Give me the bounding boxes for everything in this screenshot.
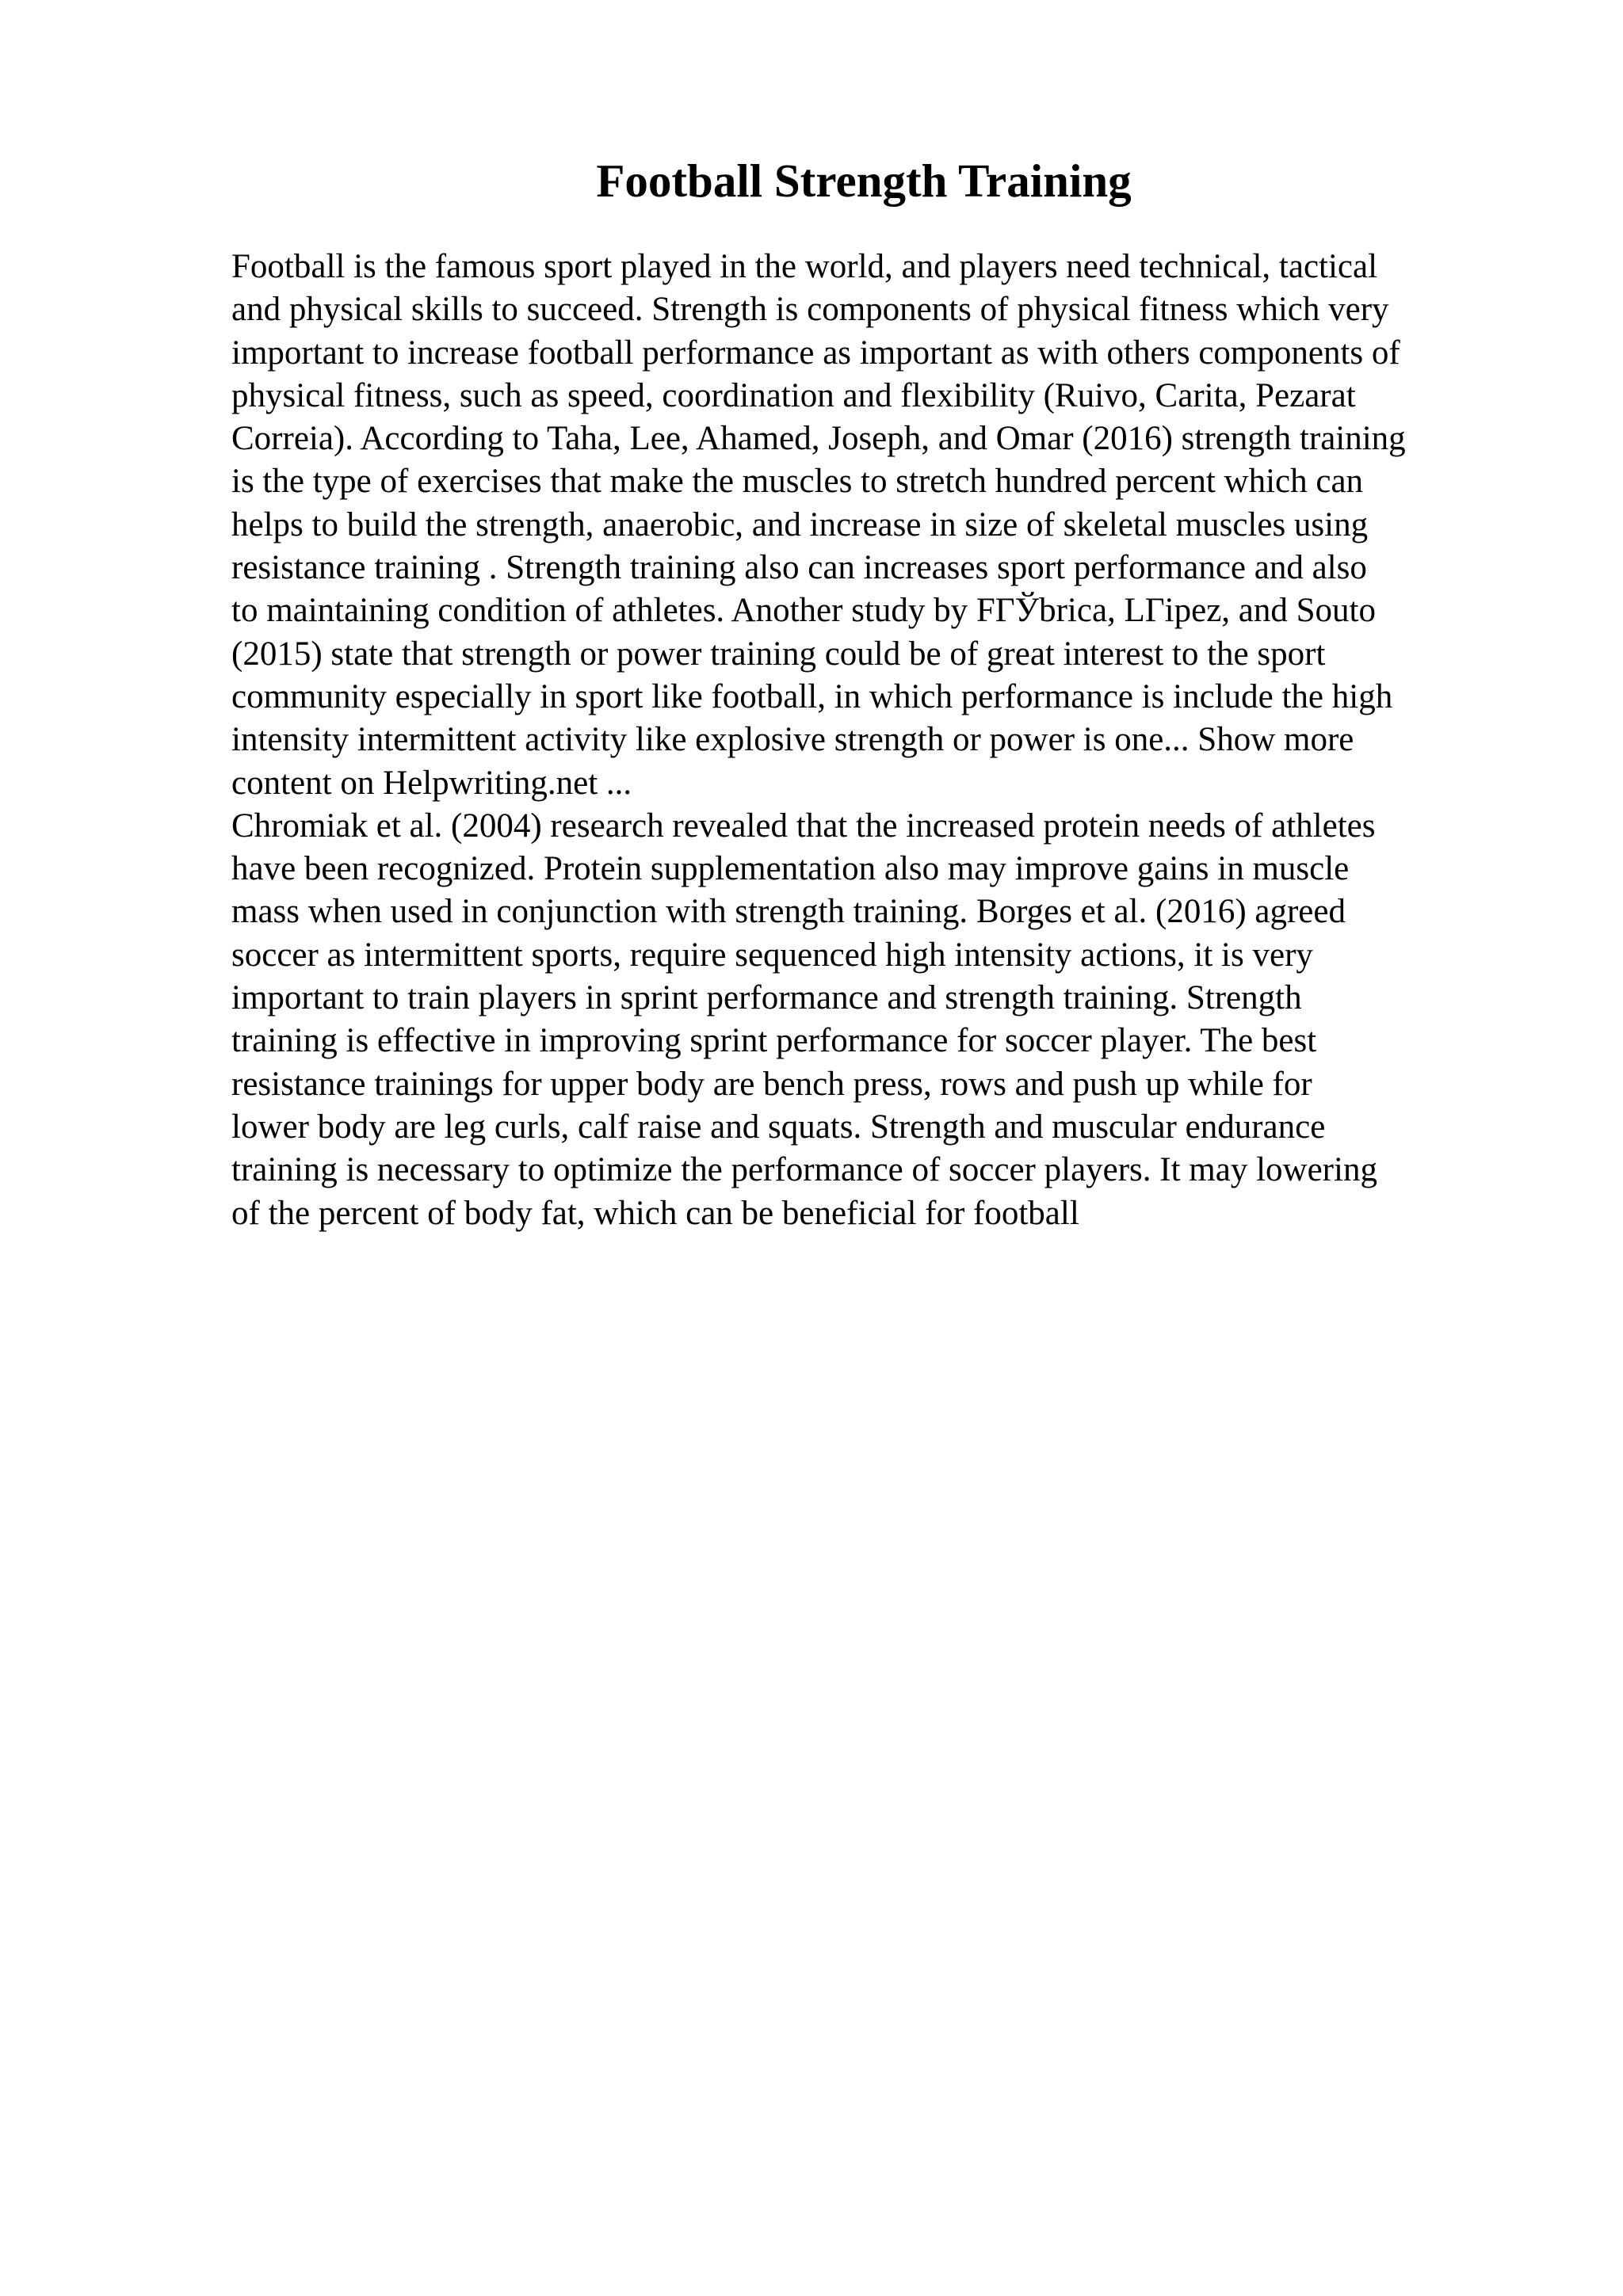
paragraph-1: [231, 246, 1531, 805]
paragraph-line: physical fitness, such as speed, coordination and flexibility (Ruivo, Carita, Pezarat: [231, 376, 1356, 414]
document-title: Football Strength Training: [596, 154, 1132, 207]
paragraph-line: soccer as intermittent sports, require sequenced high intensity actions, it is very: [231, 936, 1313, 974]
paragraph-line: resistance trainings for upper body are bench press, rows and push up while for: [231, 1065, 1312, 1103]
paragraph-line: Chromiak et al. (2004) research revealed that the increased protein needs of athletes: [231, 807, 1376, 845]
paragraph-line: lower body are leg curls, calf raise and squats. Strength and muscular endurance: [231, 1108, 1326, 1146]
paragraph-line: community especially in sport like football, in which performance is include the high: [231, 677, 1393, 715]
paragraph-line: resistance training . Strength training also can increases sport performance and also: [231, 549, 1367, 587]
paragraph-line: have been recognized. Protein supplementation also may improve gains in muscle: [231, 850, 1350, 888]
paragraph-2: [231, 805, 1531, 1235]
paragraph-line: training is necessary to optimize the performance of soccer players. It may lowering: [231, 1151, 1377, 1189]
paragraph-line: helps to build the strength, anaerobic, and increase in size of skeletal muscles using: [231, 505, 1369, 543]
paragraph-line: important to increase football performance as important as with others components of: [231, 334, 1400, 372]
paragraph-line: (2015) state that strength or power training could be of great interest to the sport: [231, 635, 1326, 673]
paragraph-line: Football is the famous sport played in the world, and players need technical, tactical: [231, 248, 1378, 285]
paragraph-line: and physical skills to succeed. Strength is components of physical fitness which very: [231, 291, 1389, 329]
paragraph-line: Correia). According to Taha, Lee, Ahamed, Joseph, and Omar (2016) strength training: [231, 420, 1406, 458]
paragraph-line: mass when used in conjunction with strength training. Borges et al. (2016) agreed: [231, 893, 1346, 931]
document-body: [231, 246, 1531, 1235]
paragraph-line: training is effective in improving sprint performance for soccer player. The best: [231, 1022, 1317, 1060]
paragraph-line: important to train players in sprint performance and strength training. Strength: [231, 979, 1302, 1017]
paragraph-line: intensity intermittent activity like explosive strength or power is one... Show more: [231, 721, 1354, 759]
paragraph-line: content on Helpwriting.net ...: [231, 764, 632, 802]
paragraph-line: to maintaining condition of athletes. Another study by FГЎbrica, LГіpez, and Souto: [231, 592, 1376, 630]
paragraph-line: is the type of exercises that make the muscles to stretch hundred percent which can: [231, 463, 1364, 501]
paragraph-line: of the percent of body fat, which can be beneficial for football: [231, 1194, 1079, 1232]
